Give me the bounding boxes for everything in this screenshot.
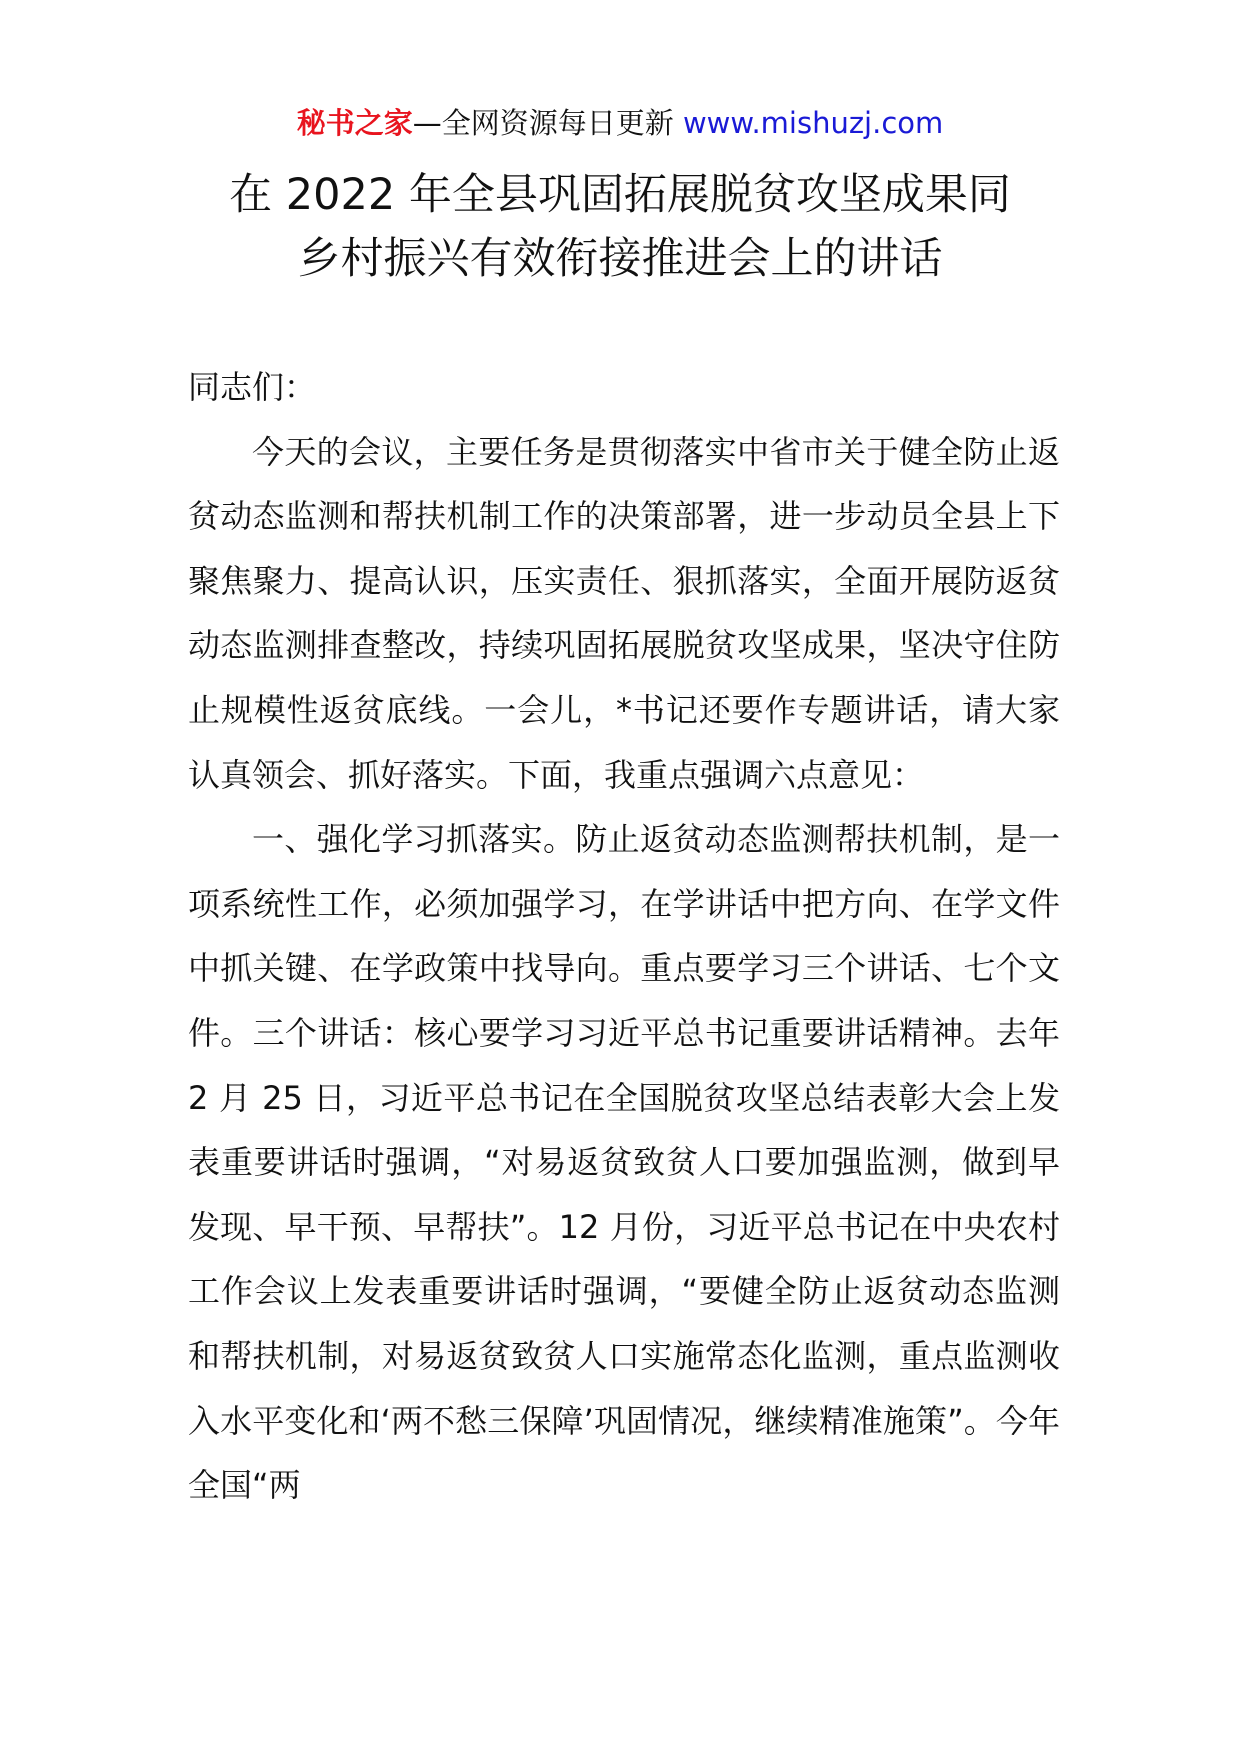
header-separator: —	[412, 106, 442, 140]
paragraph-section-1: 一、强化学习抓落实。防止返贫动态监测帮扶机制，是一项系统性工作，必须加强学习，在学讲话中把方向、在学文件中抓关键、在学政策中找导向。重点要学习三个讲话、七个文件。三个讲话：核心要学习习近平总书记重要讲话精神。去年 2 月 25 日，习近平总书记在全国脱贫攻坚总结表彰大会上发表重要讲话时强调，“对易返贫致贫人口要加强监测，做到早发现、早干预、早帮扶”。12 月份，习近平总书记在中央农村工作会议上发表重要讲话时强调，“要健全防止返贫动态监测和帮扶机制，对易返贫致贫人口实施常态化监测，重点监测收入水平变化和‘两不愁三保障’巩固情况，继续精准施策”。今年全国“两	[188, 820, 1060, 1505]
title-line-1: 在 2022 年全县巩固拓展脱贫攻坚成果同	[229, 170, 1011, 220]
header-tagline: 全网资源每日更新	[441, 106, 674, 140]
paragraph-intro: 今天的会议，主要任务是贯彻落实中省市关于健全防止返贫动态监测和帮扶机制工作的决策部署，进一步动员全县上下聚焦聚力、提高认识，压实责任、狠抓落实，全面开展防返贫动态监测排查整改，持续巩固拓展脱贫攻坚成果，坚决守住防止规模性返贫底线。一会儿，*书记还要作专题讲话，请大家认真领会、抓好落实。下面，我重点强调六点意见：	[188, 432, 1060, 794]
salutation: 同志们：	[188, 368, 317, 406]
site-url-link[interactable]: www.mishuzj.com	[682, 106, 944, 140]
brand-name: 秘书之家	[296, 106, 413, 140]
document-title	[150, 163, 1090, 291]
title-line-2: 乡村振兴有效衔接推进会上的讲话	[297, 234, 943, 284]
document-body	[188, 355, 1060, 1518]
site-header	[0, 103, 1240, 143]
